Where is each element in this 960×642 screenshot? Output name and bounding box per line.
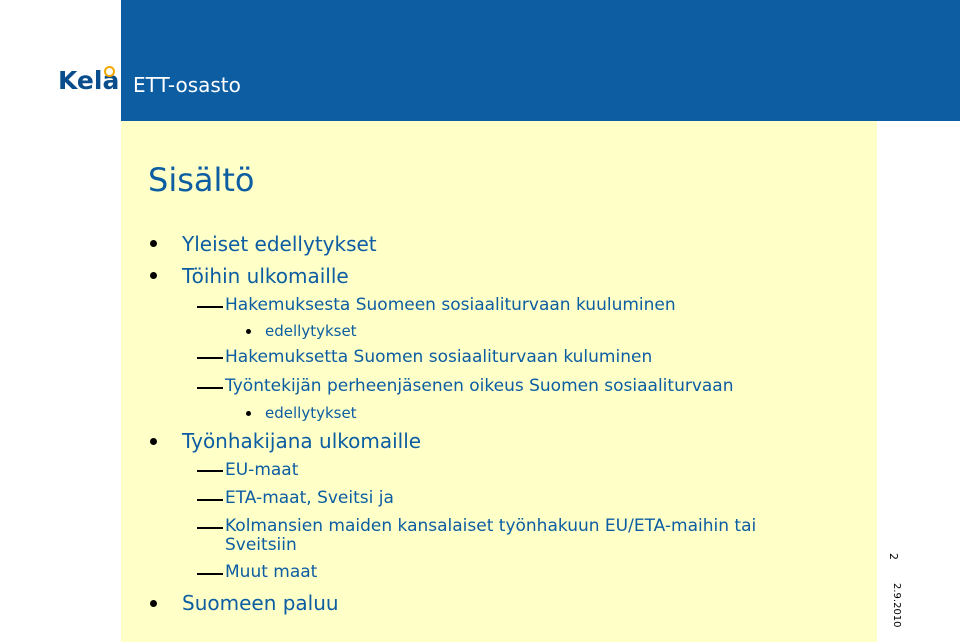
- list-item: Suomeen paluu: [182, 591, 339, 615]
- kela-logo: Kela: [58, 66, 120, 95]
- list-item: edellytykset: [265, 322, 357, 340]
- slide-date: 2.9.2010: [891, 583, 902, 628]
- list-item: EU-maat: [225, 460, 299, 480]
- list-item: Työntekijän perheenjäsenen oikeus Suomen sosiaaliturvaan: [225, 376, 734, 396]
- dash-icon: [197, 306, 223, 308]
- list-item: Muut maat: [225, 562, 318, 582]
- dash-icon: [197, 573, 223, 575]
- bullet-icon: [150, 272, 157, 279]
- list-item: Töihin ulkomaille: [182, 264, 349, 288]
- header-bar: [121, 0, 960, 121]
- header-title: ETT-osasto: [133, 73, 241, 97]
- slide-content: [121, 121, 877, 642]
- list-item: ETA-maat, Sveitsi ja: [225, 488, 394, 508]
- logo-mark-icon: [104, 66, 115, 77]
- dash-icon: [197, 357, 223, 359]
- dash-icon: [197, 499, 223, 501]
- bullet-icon: [150, 600, 157, 607]
- logo-area: [0, 0, 120, 121]
- dash-icon: [197, 387, 223, 389]
- list-item: Kolmansien maiden kansalaiset työnhakuun EU/ETA-maihin tai: [225, 516, 757, 536]
- page-number: 2: [887, 553, 900, 560]
- dash-icon: [197, 470, 223, 472]
- list-item: edellytykset: [265, 404, 357, 422]
- list-item: Työnhakijana ulkomaille: [182, 429, 422, 453]
- list-item: Hakemuksetta Suomen sosiaaliturvaan kuluminen: [225, 347, 653, 367]
- list-item-continuation: Sveitsiin: [225, 535, 297, 555]
- bullet-icon: [150, 438, 157, 445]
- bullet-icon: [246, 329, 251, 334]
- list-item: Hakemuksesta Suomeen sosiaaliturvaan kuuluminen: [225, 295, 676, 315]
- bullet-icon: [246, 411, 251, 416]
- slide-title: Sisältö: [148, 161, 255, 199]
- list-item: Yleiset edellytykset: [182, 232, 377, 256]
- dash-icon: [197, 527, 223, 529]
- bullet-icon: [150, 240, 157, 247]
